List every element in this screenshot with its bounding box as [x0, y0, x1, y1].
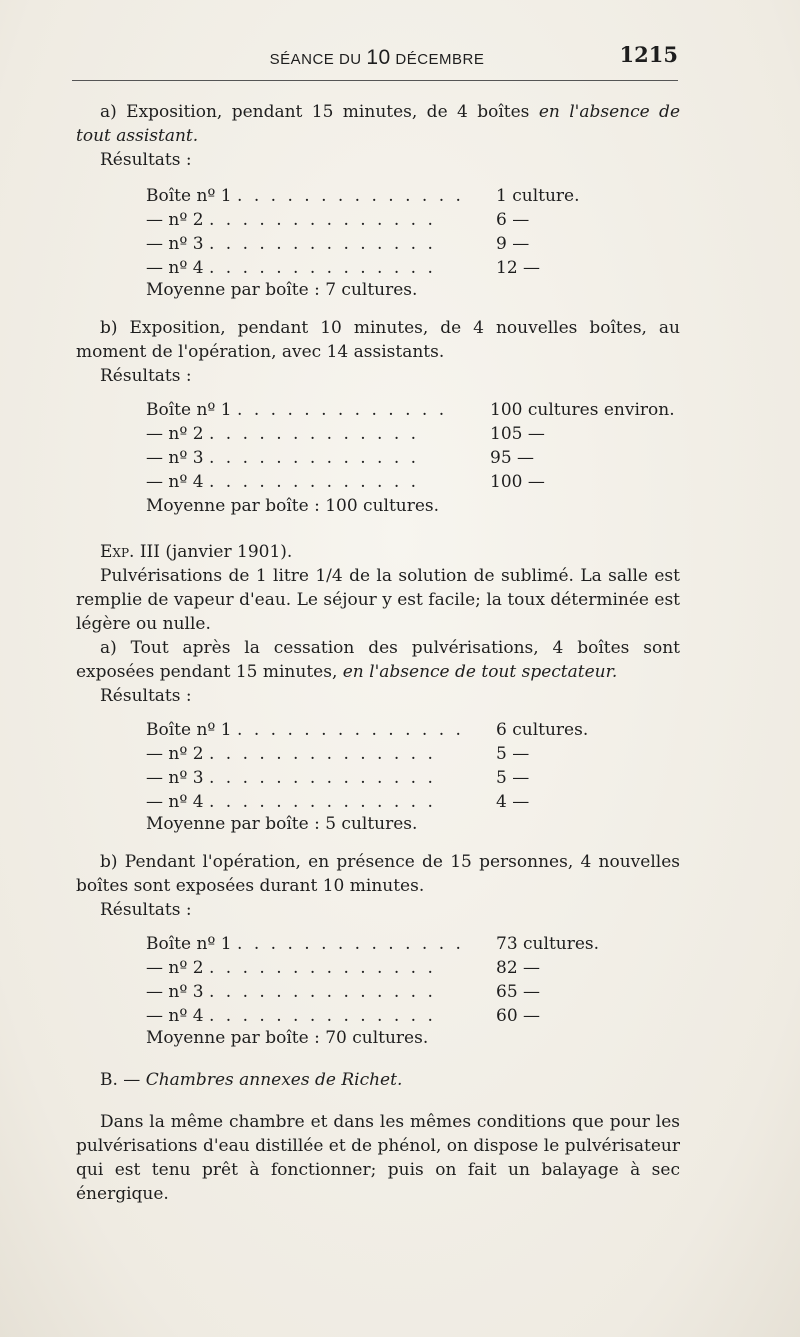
row-value: 12 — — [496, 258, 541, 278]
row-value: 9 — — [496, 234, 530, 254]
list-item — [76, 718, 680, 742]
row-value: 6 cultures. — [496, 720, 589, 740]
exp3b-mean: Moyenne par boîte : 70 cultures. — [146, 1028, 429, 1048]
row-value: 5 — — [496, 768, 530, 788]
section1-intro-italic: en l'absence de tout assistant. — [76, 102, 681, 146]
row-name: — nº 2 . . . . . . . . . . . . . . — [146, 210, 436, 230]
list-item — [76, 422, 680, 446]
row-name: — nº 3 . . . . . . . . . . . . . . — [146, 234, 436, 254]
row-name: Boîte nº 1 . . . . . . . . . . . . . . — [146, 934, 464, 954]
running-header — [76, 42, 678, 72]
section2-intro: b) Exposition, pendant 10 minutes, de 4 nouvelles boîtes, au moment de l'opération, avec 14 assistants. — [76, 318, 680, 362]
exp3-paragraph: Pulvérisations de 1 litre 1/4 de la solution de sublimé. La salle est remplie de vapeur d'eau. Le séjour y est facile; la toux déterminée est légère ou nulle. — [76, 566, 680, 634]
row-name: Boîte nº 1 . . . . . . . . . . . . . . — [146, 186, 464, 206]
row-name: — nº 2 . . . . . . . . . . . . . . — [146, 744, 436, 764]
section1-results-label: Résultats : — [100, 150, 192, 170]
row-name: — nº 2 . . . . . . . . . . . . . — [146, 424, 420, 444]
row-value: 65 — — [496, 982, 541, 1002]
exp3-a-italic: en l'absence de tout spectateur. — [342, 662, 618, 682]
exp3-mean: Moyenne par boîte : 5 cultures. — [146, 814, 418, 834]
row-name: — nº 4 . . . . . . . . . . . . . . — [146, 1006, 436, 1026]
exp3b-intro: b) Pendant l'opération, en présence de 15 personnes, 4 nouvelles boîtes sont exposées durant 10 minutes. — [76, 852, 680, 896]
list-item — [76, 766, 680, 790]
sectionB-paragraph: Dans la même chambre et dans les mêmes conditions que pour les pulvérisations d'eau distillée et de phénol, on dispose le pulvérisateur qui est tenu prêt à fonctionner; puis on fait un balayage à sec énergique. — [76, 1112, 680, 1204]
row-name: — nº 4 . . . . . . . . . . . . . . — [146, 792, 436, 812]
list-item — [76, 932, 680, 956]
row-value: 95 — — [490, 448, 535, 468]
row-name: — nº 3 . . . . . . . . . . . . . . — [146, 982, 436, 1002]
row-value: 73 cultures. — [496, 934, 600, 954]
row-value: 1 culture. — [496, 186, 580, 206]
exp3-heading — [76, 540, 680, 564]
sectionB-title: Chambres annexes de Richet. — [145, 1070, 403, 1090]
sectionB-heading — [76, 1068, 680, 1092]
row-name: — nº 3 . . . . . . . . . . . . . . — [146, 768, 436, 788]
section2-mean: Moyenne par boîte : 100 cultures. — [146, 496, 440, 516]
row-value: 6 — — [496, 210, 530, 230]
row-name: — nº 4 . . . . . . . . . . . . . . — [146, 258, 436, 278]
row-name: — nº 3 . . . . . . . . . . . . . — [146, 448, 420, 468]
list-item — [76, 232, 680, 256]
exp3-a-plain: a) Tout après la cessation des pulvérisations, 4 boîtes sont exposées pendant 15 minutes, — [76, 638, 680, 682]
section2-results-label: Résultats : — [100, 366, 192, 386]
exp3-results-label: Résultats : — [100, 686, 192, 706]
row-name: — nº 4 . . . . . . . . . . . . . — [146, 472, 420, 492]
row-value: 105 — — [490, 424, 545, 444]
header-rule — [72, 80, 678, 81]
row-name: Boîte nº 1 . . . . . . . . . . . . . . — [146, 720, 464, 740]
list-item — [76, 790, 680, 814]
list-item — [76, 208, 680, 232]
row-name: Boîte nº 1 . . . . . . . . . . . . . — [146, 400, 448, 420]
list-item — [76, 1004, 680, 1028]
row-value: 5 — — [496, 744, 530, 764]
header-title — [76, 46, 678, 70]
exp3b-results-label: Résultats : — [100, 900, 192, 920]
row-name: — nº 2 . . . . . . . . . . . . . . — [146, 958, 436, 978]
row-value: 100 cultures environ. — [490, 400, 675, 420]
exp3-heading-rest: III (janvier 1901). — [134, 542, 293, 562]
header-title-prefix: SÉANCE DU — [269, 51, 362, 68]
row-value: 82 — — [496, 958, 541, 978]
header-title-day: 10 — [366, 46, 391, 69]
header-title-month: DÉCEMBRE — [395, 51, 485, 68]
row-value: 4 — — [496, 792, 530, 812]
list-item — [76, 956, 680, 980]
list-item — [76, 980, 680, 1004]
row-value: 60 — — [496, 1006, 541, 1026]
section1-mean: Moyenne par boîte : 7 cultures. — [146, 280, 418, 300]
list-item — [76, 256, 680, 280]
exp3-heading-sc: Exp. — [100, 542, 135, 562]
list-item — [76, 446, 680, 470]
section1-intro — [76, 100, 680, 148]
list-item — [76, 184, 680, 208]
row-value: 100 — — [490, 472, 545, 492]
sectionB-prefix: B. — — [100, 1070, 146, 1090]
list-item — [76, 398, 680, 422]
section1-intro-plain: a) Exposition, pendant 15 minutes, de 4 boîtes — [100, 102, 539, 122]
exp3-a-paragraph — [76, 636, 680, 684]
page-number: 1215 — [619, 42, 678, 67]
list-item — [76, 470, 680, 494]
list-item — [76, 742, 680, 766]
